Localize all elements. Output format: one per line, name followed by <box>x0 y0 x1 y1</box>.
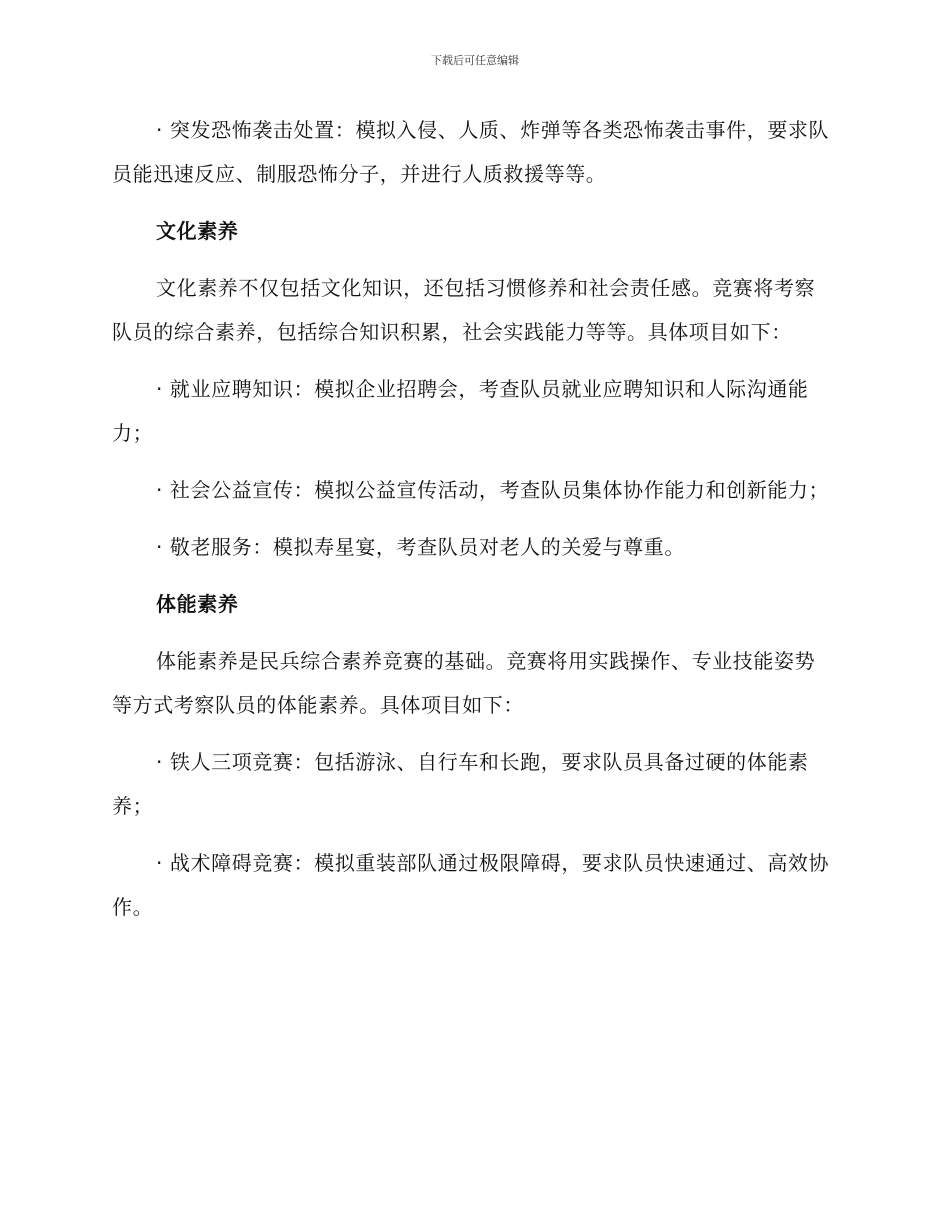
section-heading-culture: 文化素养 <box>156 219 239 243</box>
paragraph-elderly-service: · 敬老服务：模拟寿星宴，考查队员对老人的关爱与尊重。 <box>156 535 685 559</box>
paragraph-tactical-obstacle: · 战术障碍竞赛：模拟重装部队通过极限障碍，要求队员快速通过、高效协作。 <box>112 851 830 919</box>
page-header-note: 下载后可任意编辑 <box>431 54 519 67</box>
paragraph-employment-knowledge: · 就业应聘知识：模拟企业招聘会，考查队员就业应聘知识和人际沟通能力； <box>112 377 809 445</box>
paragraph-terror-response: · 突发恐怖袭击处置：模拟入侵、人质、炸弹等各类恐怖袭击事件，要求队员能迅速反应、制服恐怖分子，并进行人质救援等等。 <box>112 118 830 186</box>
paragraph-culture-intro: 文化素养不仅包括文化知识，还包括习惯修养和社会责任感。竞赛将考察队员的综合素养，包括综合知识积累，社会实践能力等等。具体项目如下： <box>112 276 816 344</box>
paragraph-public-welfare: · 社会公益宣传：模拟公益宣传活动，考查队员集体协作能力和创新能力； <box>156 478 830 502</box>
paragraph-fitness-intro: 体能素养是民兵综合素养竞赛的基础。竞赛将用实践操作、专业技能姿势等方式考察队员的体能素养。具体项目如下： <box>112 649 816 717</box>
section-heading-fitness: 体能素养 <box>156 592 239 616</box>
paragraph-triathlon: · 铁人三项竞赛：包括游泳、自行车和长跑，要求队员具备过硬的体能素养； <box>112 750 809 818</box>
document-body <box>112 108 832 929</box>
